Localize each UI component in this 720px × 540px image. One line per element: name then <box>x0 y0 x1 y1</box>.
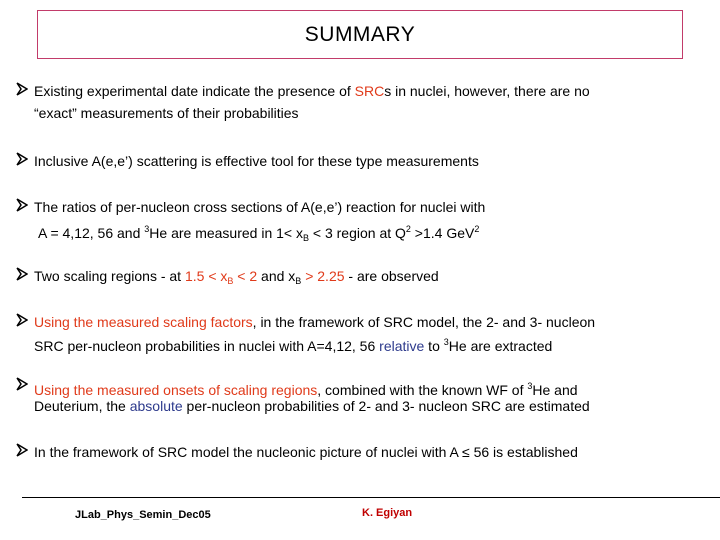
superscript: 3 <box>443 337 449 347</box>
footer-presentation-id: JLab_Phys_Semin_Dec05 <box>75 509 211 521</box>
bullet-2-line-1: Inclusive A(e,e’) scattering is effective tool for these type measurements <box>34 153 479 169</box>
arrow-bullet-icon <box>16 377 28 391</box>
arrow-bullet-icon <box>16 198 28 212</box>
footer-divider <box>22 497 720 498</box>
subscript: B <box>227 276 234 286</box>
text-segment: A = 4,12, 56 and <box>38 225 145 241</box>
text-segment: s in nuclei, however, there are no <box>384 83 590 99</box>
page-title: SUMMARY <box>304 23 416 46</box>
text-highlight: 1.5 < x <box>184 268 228 284</box>
text-segment: He are measured in 1< x <box>149 225 303 241</box>
subscript: B <box>295 276 302 286</box>
text-segment: Deuterium, the <box>34 398 130 414</box>
text-segment: Two scaling regions - at <box>34 268 185 284</box>
text-highlight: > 2.25 <box>301 268 345 284</box>
bullet-7-line-1: In the framework of SRC model the nucleonic picture of nuclei with A ≤ 56 is established <box>34 444 578 460</box>
text-highlight: SRC <box>354 83 385 99</box>
bullet-1-line-1 <box>34 81 590 101</box>
arrow-bullet-icon <box>16 82 28 96</box>
text-segment: SRC per-nucleon probabilities in nuclei with A=4,12, 56 <box>34 338 380 354</box>
text-segment: < 3 region at Q <box>309 225 406 241</box>
arrow-bullet-icon <box>16 267 28 281</box>
text-highlight: Using the measured scaling factors <box>34 314 253 330</box>
text-segment: He and <box>532 382 578 398</box>
bullet-3-line-1: The ratios of per-nucleon cross sections of A(e,e’) reaction for nuclei with <box>34 199 486 215</box>
text-segment: per-nucleon probabilities of 2- and 3- nucleon SRC are estimated <box>182 398 590 414</box>
bullet-3-line-2 <box>38 219 479 248</box>
bullet-5-line-2 <box>34 332 552 356</box>
arrow-bullet-icon <box>16 152 28 166</box>
text-segment: , in the framework of SRC model, the 2- and 3- nucleon <box>252 314 596 330</box>
text-segment: Existing experimental date indicate the presence of <box>34 83 355 99</box>
bullet-5-line-1 <box>34 312 595 332</box>
text-segment: to <box>424 338 444 354</box>
text-segment: >1.4 GeV <box>410 225 475 241</box>
bullet-4-line-1 <box>34 266 439 291</box>
superscript: 2 <box>474 224 480 234</box>
superscript: 3 <box>527 381 533 391</box>
text-highlight: relative <box>379 338 425 354</box>
arrow-bullet-icon <box>16 313 28 327</box>
text-segment: , combined with the known WF of <box>317 382 528 398</box>
footer-author: K. Egiyan <box>362 507 413 519</box>
text-highlight: absolute <box>129 398 183 414</box>
text-highlight: < 2 <box>233 268 258 284</box>
superscript: 3 <box>144 224 150 234</box>
subscript: B <box>302 233 309 243</box>
text-segment: - are observed <box>344 268 439 284</box>
text-segment: and x <box>257 268 296 284</box>
bullet-1-line-2: “exact” measurements of their probabilities <box>34 105 299 121</box>
arrow-bullet-icon <box>16 443 28 457</box>
superscript: 2 <box>405 224 411 234</box>
text-segment: He are extracted <box>448 338 553 354</box>
bullet-6-line-2 <box>34 396 590 416</box>
text-highlight: Using the measured onsets of scaling regions <box>34 382 318 398</box>
